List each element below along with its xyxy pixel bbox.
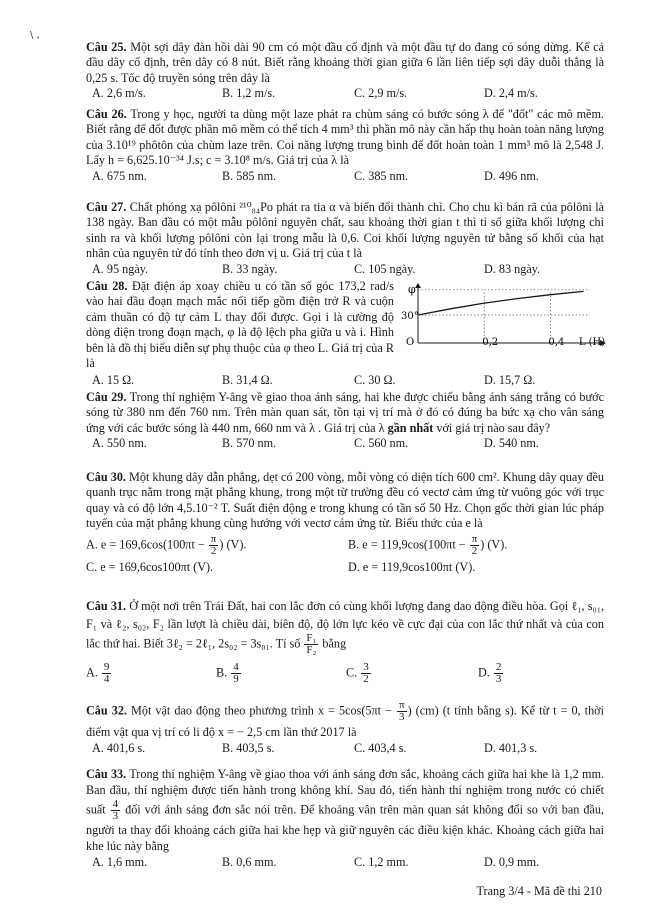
question-text: Một vật dao động theo phương trình x = 5cos(5πt − bbox=[131, 703, 396, 718]
option-a[interactable] bbox=[86, 534, 246, 557]
fraction-numerator: π bbox=[210, 532, 217, 545]
fraction-denominator: 3 bbox=[495, 673, 502, 685]
option-a[interactable]: A. 401,6 s. bbox=[92, 741, 146, 755]
options-row bbox=[86, 373, 604, 389]
x-tick-label: 0,2 bbox=[482, 337, 499, 348]
option-a[interactable]: A. 675 nm. bbox=[92, 168, 147, 183]
question-25 bbox=[86, 40, 604, 102]
fraction-numerator: 2 bbox=[495, 661, 502, 673]
option-label: A. bbox=[86, 665, 98, 680]
question-28-options bbox=[86, 373, 604, 389]
question-number: Câu 25. bbox=[86, 40, 127, 54]
origin-label: O bbox=[406, 337, 415, 348]
fraction bbox=[102, 662, 112, 685]
fraction-denominator: 3 bbox=[112, 809, 119, 822]
y-axis-arrow bbox=[415, 283, 421, 288]
question-28 bbox=[86, 279, 394, 371]
option-b[interactable]: B. 31,4 Ω. bbox=[222, 373, 273, 387]
question-number: Câu 29. bbox=[86, 390, 127, 404]
page-corner-mark: \ , bbox=[30, 30, 40, 41]
question-text: Trong thí nghiệm Y-âng về giao thoa ánh sáng, hai khe được chiếu bằng ánh sáng trắng có bước sóng từ 380 nm đến 760 nm. Trên màn quan sát, tồn tại vị trí mà ở đó có đúng ba bức xạ cho vân sáng ứng với các bước sóng là 440 nm, 660 nm và λ . Giá trị của λ bbox=[86, 390, 604, 435]
option-d[interactable]: D. 83 ngày. bbox=[484, 261, 541, 276]
option-a[interactable]: A. 2,6 m/s. bbox=[92, 86, 146, 101]
option-b[interactable] bbox=[216, 662, 242, 685]
chart-grid bbox=[418, 290, 590, 343]
option-expression: e = 119,9cos(100πt − bbox=[362, 536, 469, 551]
option-expression-end: ) (V). bbox=[480, 536, 508, 551]
option-a[interactable]: A. 1,6 mm. bbox=[92, 854, 148, 869]
question-29 bbox=[86, 390, 604, 452]
question-text: Trong thí nghiệm Y-âng về giao thoa với ánh sáng đơn sắc, khoảng cách giữa hai khe là 1,2 mm. Ban đầu, thí nghiệm được tiến hành trong không khí. Sau đó, tiến hành thí nghiệm trong nước có chiết suất bbox=[86, 767, 604, 817]
question-text-end: với giá trị nào sau đây? bbox=[433, 420, 551, 435]
option-c[interactable]: C. 30 Ω. bbox=[354, 373, 396, 387]
option-b[interactable]: B. 1,2 m/s. bbox=[222, 86, 276, 101]
question-text-end: đối với ánh sáng đơn sắc nói trên. Để khoảng vân trên màn quan sát không đổi so với ban đầu, người ta thay đổi khoảng cách giữa hai khe hẹp và giữ nguyên các điều kiện khác. Khoảng cách giữa hai khe lúc này bằng bbox=[86, 802, 604, 854]
question-text: Một sợi dây đàn hồi dài 90 cm có một đầu cố định và một đầu tự do đang có sóng dừng. Kể cả đầu dây cố định, trên dây có 8 nút. Biết rằng khoảng thời gian giữa 6 lần liên tiếp sợi dây duỗi thẳng là 0,25 s. Tốc độ truyền sóng trên dây là bbox=[86, 40, 604, 85]
question-number: Câu 32. bbox=[86, 703, 127, 718]
option-label: A. bbox=[86, 536, 98, 551]
option-c[interactable]: C. 1,2 mm. bbox=[354, 854, 409, 869]
question-number: Câu 26. bbox=[86, 107, 127, 121]
fraction bbox=[494, 662, 504, 685]
option-b[interactable]: B. 585 nm. bbox=[222, 168, 277, 183]
option-d[interactable]: D. 540 nm. bbox=[484, 436, 539, 451]
question-26 bbox=[86, 107, 604, 185]
options-row bbox=[86, 855, 604, 871]
option-b[interactable]: B. 0,6 mm. bbox=[222, 854, 277, 869]
fraction-numerator: 9 bbox=[103, 661, 110, 673]
fraction bbox=[209, 534, 219, 557]
fraction bbox=[231, 662, 241, 685]
option-a[interactable]: A. 15 Ω. bbox=[92, 373, 135, 387]
fraction bbox=[111, 799, 121, 822]
option-b[interactable]: B. 403,5 s. bbox=[222, 741, 275, 755]
fraction bbox=[470, 534, 480, 557]
option-d[interactable]: D. 15,7 Ω. bbox=[484, 373, 536, 387]
phi-vs-l-chart bbox=[400, 283, 610, 349]
ratio-fraction bbox=[304, 633, 318, 656]
question-27 bbox=[86, 200, 604, 278]
fraction-denominator: 4 bbox=[103, 673, 110, 685]
option-c[interactable]: C. 385 nm. bbox=[354, 168, 409, 183]
option-label: D. bbox=[478, 665, 490, 680]
question-number: Câu 28. bbox=[86, 279, 128, 293]
option-b[interactable]: B. 570 nm. bbox=[222, 436, 277, 451]
options-row bbox=[86, 169, 604, 185]
fraction-denominator: 9 bbox=[233, 673, 239, 685]
option-label: C. bbox=[346, 665, 358, 680]
option-d[interactable] bbox=[478, 662, 504, 685]
option-d[interactable]: D. e = 119,9cos100πt (V). bbox=[348, 559, 476, 574]
fraction-numerator: 4 bbox=[233, 661, 239, 673]
chart-series-line bbox=[418, 291, 584, 315]
option-expression-end: ) (V). bbox=[219, 536, 247, 551]
question-emphasis: gần nhất bbox=[387, 420, 434, 435]
option-a[interactable]: A. 550 nm. bbox=[92, 436, 147, 451]
options-row bbox=[86, 262, 604, 278]
fraction-denominator: 2 bbox=[471, 544, 478, 557]
option-a[interactable] bbox=[86, 662, 112, 685]
option-c[interactable]: C. 560 nm. bbox=[354, 436, 409, 451]
question-number: Câu 33. bbox=[86, 767, 127, 781]
chart-svg bbox=[400, 283, 610, 349]
option-label: B. bbox=[348, 536, 360, 551]
fraction-numerator: 3 bbox=[363, 661, 369, 673]
options-row bbox=[86, 86, 604, 102]
option-c[interactable]: C. e = 169,6cos100πt (V). bbox=[86, 559, 214, 574]
options-row bbox=[86, 534, 604, 560]
option-d[interactable]: D. 2,4 m/s. bbox=[484, 86, 538, 101]
option-d[interactable]: D. 0,9 mm. bbox=[484, 854, 540, 869]
option-c[interactable]: C. 403,4 s. bbox=[354, 741, 407, 755]
fraction-numerator: F₁ bbox=[306, 632, 317, 644]
question-number: Câu 30. bbox=[86, 470, 126, 484]
question-30 bbox=[86, 470, 604, 576]
fraction-denominator: 3 bbox=[399, 711, 405, 723]
page-footer: Trang 3/4 - Mã đề thi 210 bbox=[476, 884, 602, 898]
x-tick-label: 0,4 bbox=[548, 337, 565, 348]
fraction bbox=[361, 662, 371, 685]
question-text-end: ) (cm) (t tính bằng s). Kể từ t = 0, thời điểm vật qua vị trí có li độ x = − 2,5 cm lần thứ 2017 là bbox=[86, 703, 604, 739]
fraction-denominator: 2 bbox=[210, 544, 217, 557]
option-a[interactable]: A. 95 ngày. bbox=[92, 261, 149, 276]
option-b[interactable] bbox=[348, 534, 507, 557]
question-text: Một khung dây dẫn phẳng, dẹt có 200 vòng, mỗi vòng có diện tích 600 cm². Khung dây quay đều quanh trục nằm trong mặt phẳng khung, trong một từ trường đều có vectơ cảm ứng từ vuông góc với trục quay và có độ lớn 4,5.10⁻² T. Suất điện động e trong khung có tần số 50 Hz. Chọn gốc thời gian lúc pháp tuyến của mặt phẳng khung cùng hướng với vectơ cảm ứng từ. Biểu thức của e là bbox=[86, 470, 604, 531]
question-text: Đặt điện áp xoay chiều u có tần số góc 173,2 rad/s vào hai đầu đoạn mạch mắc nối tiếp gồm điện trở R và cuộn cảm thuần có độ tự cảm L thay đổi được. Gọi i là cường độ dòng điện trong đoạn mạch, φ là độ lệch pha giữa u và i. Hình bên là đồ thị biểu diễn sự phụ thuộc của φ theo L. Giá trị của R là bbox=[86, 279, 394, 371]
options-row bbox=[86, 436, 604, 452]
question-number: Câu 31. bbox=[86, 599, 127, 613]
fraction-denominator: F₂ bbox=[306, 644, 317, 656]
fraction-denominator: 2 bbox=[363, 673, 369, 685]
question-text: Trong y học, người ta dùng một laze phát ra chùm sáng có bước sóng λ để "đốt" các mô mềm. Biết rằng để đốt được phần mô mềm có thể tích 4 mm³ thì phần mô này cần hấp thụ hoàn toàn năng lượng của 3.10¹⁹ phôtôn của chùm laze trên. Coi năng lượng trung bình để đốt hoàn toàn 1 mm³ mô là 2,548 J. Lấy h = 6,625.10⁻³⁴ J.s; c = 3.10⁸ m/s. Giá trị của λ là bbox=[86, 107, 604, 168]
options-row bbox=[86, 741, 604, 757]
options-row bbox=[86, 662, 604, 690]
question-number: Câu 27. bbox=[86, 200, 127, 214]
option-expression: e = 169,6cos(100πt − bbox=[100, 536, 208, 551]
question-31 bbox=[86, 597, 604, 690]
option-c[interactable]: C. 2,9 m/s. bbox=[354, 86, 408, 101]
option-c[interactable] bbox=[346, 662, 372, 685]
fraction-numerator: π bbox=[471, 532, 478, 545]
option-d[interactable]: D. 401,3 s. bbox=[484, 741, 538, 755]
options-row bbox=[86, 560, 604, 576]
option-b[interactable]: B. 33 ngày. bbox=[222, 261, 278, 276]
question-text: Ở một nơi trên Trái Đất, hai con lắc đơn có cùng khối lượng đang dao động điều hòa. Gọi ℓ₁, s₀₁, F₁ và ℓ₂, s₀₂, F₂ lần lượt là chiều dài, biên độ, độ lớn lực kéo về cực đại của con lắc thứ nhất và của con lắc thứ hai. Biết 3ℓ₂ = 2ℓ₁, 2s₀₂ = 3s₀₁. Tỉ số bbox=[86, 599, 605, 651]
option-label: B. bbox=[216, 665, 228, 680]
x-axis-label: L (H) bbox=[578, 337, 606, 348]
fraction-numerator: π bbox=[399, 699, 405, 711]
question-32 bbox=[86, 700, 604, 757]
y-tick-label: 30° bbox=[401, 311, 419, 322]
question-text: Chất phóng xạ pôlôni ²¹⁰₈₄Po phát ra tia α và biến đổi thành chì. Cho chu kì bán rã của pôlôni là 138 ngày. Ban đầu có một mẫu pôlôni nguyên chất, sau khoảng thời gian t thì tỉ số giữa khối lượng chì sinh ra và khối lượng pôlôni còn lại trong mẫu là 0,6. Coi khối lượng nguyên tử bằng số khối của hạt nhân của nguyên tử đó tính theo đơn vị u. Giá trị của t là bbox=[86, 200, 604, 261]
question-33 bbox=[86, 766, 604, 871]
y-axis-label: φ bbox=[408, 283, 416, 296]
option-c[interactable]: C. 105 ngày. bbox=[354, 261, 416, 276]
question-text-end: bằng bbox=[322, 636, 347, 651]
fraction-numerator: 4 bbox=[112, 797, 119, 810]
fraction bbox=[397, 700, 407, 723]
option-d[interactable]: D. 496 nm. bbox=[484, 168, 539, 183]
